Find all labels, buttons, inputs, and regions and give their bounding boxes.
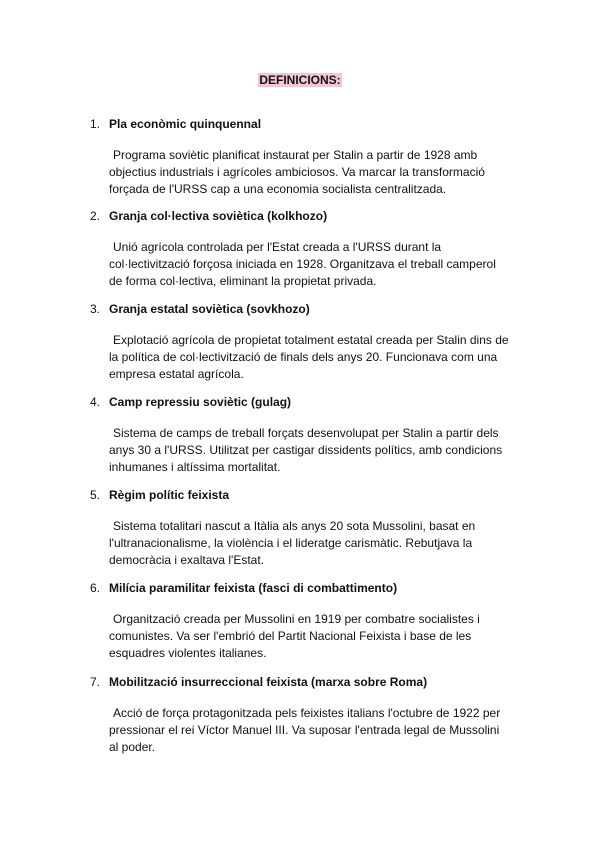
definition-heading <box>90 487 530 503</box>
definition-item-7 <box>90 674 530 756</box>
definition-heading <box>90 208 530 224</box>
definition-heading <box>90 394 530 410</box>
definition-item-6 <box>90 580 530 662</box>
definition-text: Organització creada per Mussolini en 1919 per combatre socialistes i comunistes. Va ser l'embrió del Partit Nacional Feixista i base de les esquadres violentes italianes. <box>109 612 480 660</box>
page-title: DEFINICIONS: <box>259 73 341 87</box>
definition-term: Granja estatal soviètica (sovkhozo) <box>109 302 310 316</box>
definition-heading <box>90 116 530 132</box>
definition-text: Sistema totalitari nascut a Itàlia als anys 20 sota Mussolini, basat en l'ultranacionalisme, la violència i el lideratge carismàtic. Rebutjava la democràcia i exaltava l'Estat. <box>109 519 476 567</box>
definition-text: Programa soviètic planificat instaurat per Stalin a partir de 1928 amb objectius industrials i agrícoles ambiciosos. Va marcar la transformació forçada de l'URSS cap a una economia socialista centralitzada. <box>109 148 485 196</box>
definition-heading <box>90 580 530 596</box>
definition-heading <box>90 674 530 690</box>
definition-text: Sistema de camps de treball forçats desenvolupat per Stalin a partir dels anys 30 a l'URSS. Utilitzat per castigar dissidents polítics, amb condicions inhumanes i altíssima mortalitat. <box>109 426 503 474</box>
definition-item-3 <box>90 301 530 383</box>
definition-text: Explotació agrícola de propietat totalment estatal creada per Stalin dins de la política de col·lectivització de finals dels anys 20. Funcionava com una empresa estatal agrícola. <box>109 333 509 381</box>
definition-term: Pla econòmic quinquennal <box>109 117 262 131</box>
definition-item-4 <box>90 394 530 476</box>
definition-term: Camp repressiu soviètic (gulag) <box>109 395 292 409</box>
definition-text: Acció de força protagonitzada pels feixistes italians l'octubre de 1922 per pressionar el rei Víctor Manuel III. Va suposar l'entrada legal de Mussolini al poder. <box>109 706 501 754</box>
definition-number: 2. <box>90 209 101 223</box>
definition-number: 7. <box>90 675 101 689</box>
definition-term: Mobilització insurreccional feixista (marxa sobre Roma) <box>109 675 428 689</box>
definition-term: Granja col·lectiva soviètica (kolkhozo) <box>109 209 328 223</box>
definition-number: 5. <box>90 488 101 502</box>
definition-item-1 <box>90 116 530 198</box>
definition-term: Règim polític feixista <box>109 488 230 502</box>
definition-number: 6. <box>90 581 101 595</box>
definition-term: Milícia paramilitar feixista (fasci di combattimento) <box>109 581 398 595</box>
definition-item-5 <box>90 487 530 569</box>
definition-number: 1. <box>90 117 101 131</box>
definition-number: 4. <box>90 395 101 409</box>
definition-text: Unió agrícola controlada per l'Estat creada a l'URSS durant la col·lectivització forçosa iniciada en 1928. Organitzava el treball camperol de forma col·lectiva, eliminant la propietat privada. <box>109 240 496 288</box>
definition-heading <box>90 301 530 317</box>
definition-item-2 <box>90 208 530 290</box>
definition-number: 3. <box>90 302 101 316</box>
